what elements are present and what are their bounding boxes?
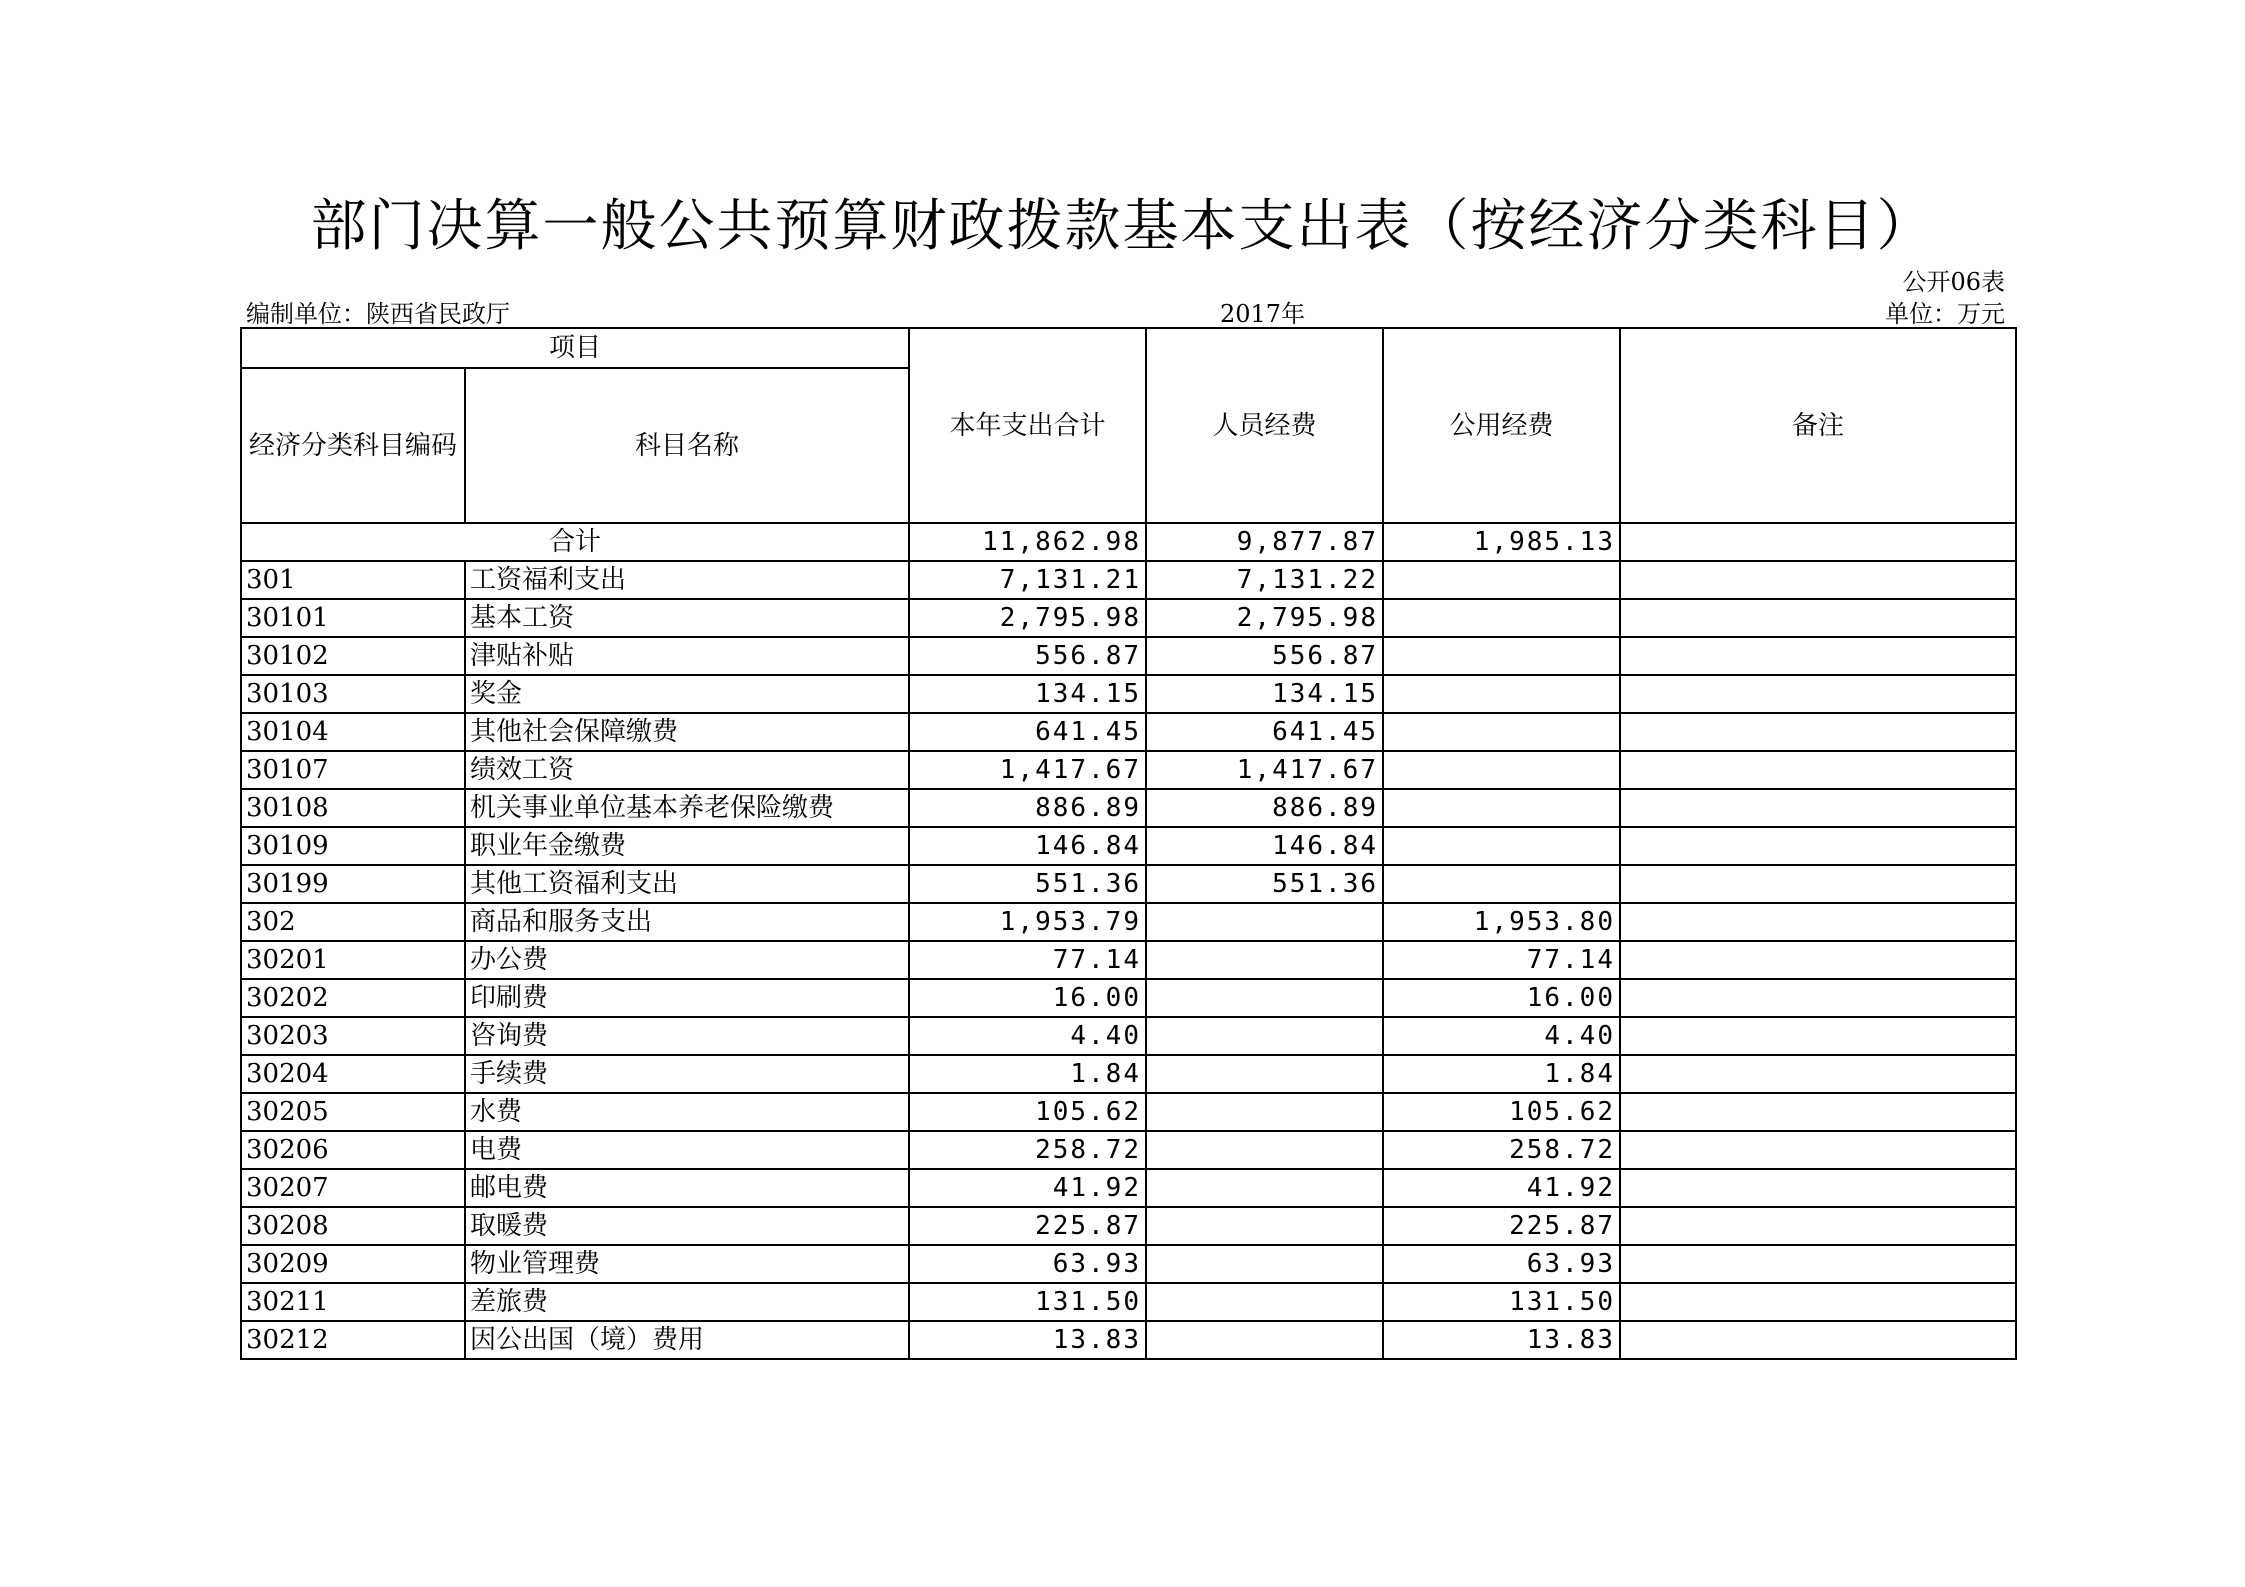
cell-note: [1620, 865, 2016, 903]
table-row: [241, 1283, 2016, 1321]
cell-public: 77.14: [1383, 941, 1620, 979]
header-project: 项目: [241, 328, 909, 368]
cell-public: 1,953.80: [1383, 903, 1620, 941]
cell-personnel: [1146, 1055, 1383, 1093]
cell-personnel: 134.15: [1146, 675, 1383, 713]
summary-label: 合计: [241, 523, 909, 561]
header-name: 科目名称: [465, 368, 909, 523]
cell-total: 2,795.98: [909, 599, 1146, 637]
cell-public: 1.84: [1383, 1055, 1620, 1093]
table-row: [241, 599, 2016, 637]
cell-public: 63.93: [1383, 1245, 1620, 1283]
cell-total: 77.14: [909, 941, 1146, 979]
cell-total: 556.87: [909, 637, 1146, 675]
cell-public: [1383, 827, 1620, 865]
cell-personnel: [1146, 1321, 1383, 1359]
cell-note: [1620, 599, 2016, 637]
cell-note: [1620, 1017, 2016, 1055]
cell-name: 取暖费: [465, 1207, 909, 1245]
cell-name: 咨询费: [465, 1017, 909, 1055]
table-row: [241, 1093, 2016, 1131]
cell-total: 886.89: [909, 789, 1146, 827]
cell-code: 30209: [241, 1245, 465, 1283]
cell-name: 奖金: [465, 675, 909, 713]
cell-public: [1383, 599, 1620, 637]
table-row: [241, 1131, 2016, 1169]
cell-total: 134.15: [909, 675, 1146, 713]
cell-name: 电费: [465, 1131, 909, 1169]
table-row: [241, 713, 2016, 751]
cell-note: [1620, 941, 2016, 979]
cell-total: 1.84: [909, 1055, 1146, 1093]
cell-total: 41.92: [909, 1169, 1146, 1207]
cell-code: 30103: [241, 675, 465, 713]
cell-code: 30108: [241, 789, 465, 827]
cell-code: 30203: [241, 1017, 465, 1055]
cell-public: [1383, 561, 1620, 599]
cell-personnel: 7,131.22: [1146, 561, 1383, 599]
cell-personnel: [1146, 979, 1383, 1017]
cell-name: 邮电费: [465, 1169, 909, 1207]
cell-code: 30199: [241, 865, 465, 903]
table-row: [241, 979, 2016, 1017]
cell-name: 机关事业单位基本养老保险缴费: [465, 789, 909, 827]
form-number: 公开06表: [1902, 268, 2005, 296]
table-row: [241, 789, 2016, 827]
cell-note: [1620, 561, 2016, 599]
cell-note: [1620, 1055, 2016, 1093]
header-personnel: 人员经费: [1146, 328, 1383, 523]
meta-row: [240, 294, 2005, 328]
cell-name: 办公费: [465, 941, 909, 979]
cell-public: 13.83: [1383, 1321, 1620, 1359]
cell-personnel: 2,795.98: [1146, 599, 1383, 637]
cell-total: 63.93: [909, 1245, 1146, 1283]
cell-name: 物业管理费: [465, 1245, 909, 1283]
cell-note: [1620, 675, 2016, 713]
cell-code: 30201: [241, 941, 465, 979]
cell-note: [1620, 789, 2016, 827]
cell-name: 商品和服务支出: [465, 903, 909, 941]
cell-code: 30107: [241, 751, 465, 789]
expense-table: [240, 327, 2017, 1360]
cell-personnel: 1,417.67: [1146, 751, 1383, 789]
cell-code: 30211: [241, 1283, 465, 1321]
cell-personnel: [1146, 1131, 1383, 1169]
header-public: 公用经费: [1383, 328, 1620, 523]
cell-code: 30208: [241, 1207, 465, 1245]
summary-note: [1620, 523, 2016, 561]
cell-note: [1620, 1093, 2016, 1131]
table-row: [241, 561, 2016, 599]
cell-public: 131.50: [1383, 1283, 1620, 1321]
cell-name: 工资福利支出: [465, 561, 909, 599]
cell-code: 30104: [241, 713, 465, 751]
cell-personnel: [1146, 941, 1383, 979]
table-row: [241, 1245, 2016, 1283]
table-row: [241, 827, 2016, 865]
header-note: 备注: [1620, 328, 2016, 523]
cell-note: [1620, 903, 2016, 941]
cell-note: [1620, 1169, 2016, 1207]
cell-code: 30202: [241, 979, 465, 1017]
summary-personnel: 9,877.87: [1146, 523, 1383, 561]
cell-name: 其他社会保障缴费: [465, 713, 909, 751]
cell-total: 258.72: [909, 1131, 1146, 1169]
cell-total: 7,131.21: [909, 561, 1146, 599]
cell-note: [1620, 1321, 2016, 1359]
table-row: [241, 941, 2016, 979]
cell-public: 105.62: [1383, 1093, 1620, 1131]
cell-code: 301: [241, 561, 465, 599]
cell-total: 131.50: [909, 1283, 1146, 1321]
cell-personnel: [1146, 1017, 1383, 1055]
cell-total: 105.62: [909, 1093, 1146, 1131]
cell-code: 30102: [241, 637, 465, 675]
cell-total: 225.87: [909, 1207, 1146, 1245]
cell-code: 30207: [241, 1169, 465, 1207]
cell-public: [1383, 865, 1620, 903]
table-row: [241, 751, 2016, 789]
cell-total: 551.36: [909, 865, 1146, 903]
cell-public: [1383, 789, 1620, 827]
table-row: [241, 637, 2016, 675]
cell-public: [1383, 675, 1620, 713]
cell-name: 因公出国（境）费用: [465, 1321, 909, 1359]
cell-personnel: 886.89: [1146, 789, 1383, 827]
cell-code: 30212: [241, 1321, 465, 1359]
cell-personnel: [1146, 1207, 1383, 1245]
table-row: [241, 1055, 2016, 1093]
cell-note: [1620, 1283, 2016, 1321]
header-code: 经济分类科目编码: [241, 368, 465, 523]
cell-name: 其他工资福利支出: [465, 865, 909, 903]
cell-total: 1,417.67: [909, 751, 1146, 789]
cell-name: 手续费: [465, 1055, 909, 1093]
cell-personnel: [1146, 903, 1383, 941]
cell-public: 16.00: [1383, 979, 1620, 1017]
cell-public: 258.72: [1383, 1131, 1620, 1169]
cell-personnel: 146.84: [1146, 827, 1383, 865]
summary-total: 11,862.98: [909, 523, 1146, 561]
cell-code: 30205: [241, 1093, 465, 1131]
cell-code: 302: [241, 903, 465, 941]
year-label: 2017年: [1220, 300, 1306, 328]
cell-note: [1620, 1131, 2016, 1169]
page-title: 部门决算一般公共预算财政拨款基本支出表（按经济分类科目）: [310, 194, 1935, 259]
cell-code: 30101: [241, 599, 465, 637]
cell-code: 30206: [241, 1131, 465, 1169]
table-row: [241, 675, 2016, 713]
cell-personnel: [1146, 1283, 1383, 1321]
cell-public: [1383, 751, 1620, 789]
cell-note: [1620, 979, 2016, 1017]
cell-note: [1620, 713, 2016, 751]
table-row: [241, 1207, 2016, 1245]
unit-label: 单位：万元: [1885, 300, 2005, 328]
table-row: [241, 903, 2016, 941]
cell-name: 津贴补贴: [465, 637, 909, 675]
table-row: [241, 1321, 2016, 1359]
cell-note: [1620, 1207, 2016, 1245]
cell-name: 绩效工资: [465, 751, 909, 789]
cell-note: [1620, 751, 2016, 789]
cell-note: [1620, 637, 2016, 675]
cell-name: 差旅费: [465, 1283, 909, 1321]
cell-name: 基本工资: [465, 599, 909, 637]
header-total: 本年支出合计: [909, 328, 1146, 523]
table-row: [241, 1017, 2016, 1055]
table-row: [241, 1169, 2016, 1207]
cell-total: 16.00: [909, 979, 1146, 1017]
cell-personnel: 551.36: [1146, 865, 1383, 903]
cell-personnel: [1146, 1093, 1383, 1131]
cell-total: 146.84: [909, 827, 1146, 865]
cell-name: 职业年金缴费: [465, 827, 909, 865]
cell-public: [1383, 713, 1620, 751]
cell-total: 1,953.79: [909, 903, 1146, 941]
cell-public: 225.87: [1383, 1207, 1620, 1245]
cell-total: 641.45: [909, 713, 1146, 751]
summary-row: [241, 523, 2016, 561]
cell-personnel: [1146, 1245, 1383, 1283]
org-label: 编制单位：陕西省民政厅: [246, 300, 510, 328]
table-row: [241, 865, 2016, 903]
cell-personnel: 641.45: [1146, 713, 1383, 751]
cell-note: [1620, 827, 2016, 865]
cell-total: 4.40: [909, 1017, 1146, 1055]
summary-public: 1,985.13: [1383, 523, 1620, 561]
cell-name: 水费: [465, 1093, 909, 1131]
cell-public: [1383, 637, 1620, 675]
cell-code: 30109: [241, 827, 465, 865]
cell-name: 印刷费: [465, 979, 909, 1017]
cell-personnel: 556.87: [1146, 637, 1383, 675]
cell-personnel: [1146, 1169, 1383, 1207]
cell-note: [1620, 1245, 2016, 1283]
cell-total: 13.83: [909, 1321, 1146, 1359]
cell-public: 4.40: [1383, 1017, 1620, 1055]
table-body: [241, 523, 2016, 1359]
cell-public: 41.92: [1383, 1169, 1620, 1207]
cell-code: 30204: [241, 1055, 465, 1093]
